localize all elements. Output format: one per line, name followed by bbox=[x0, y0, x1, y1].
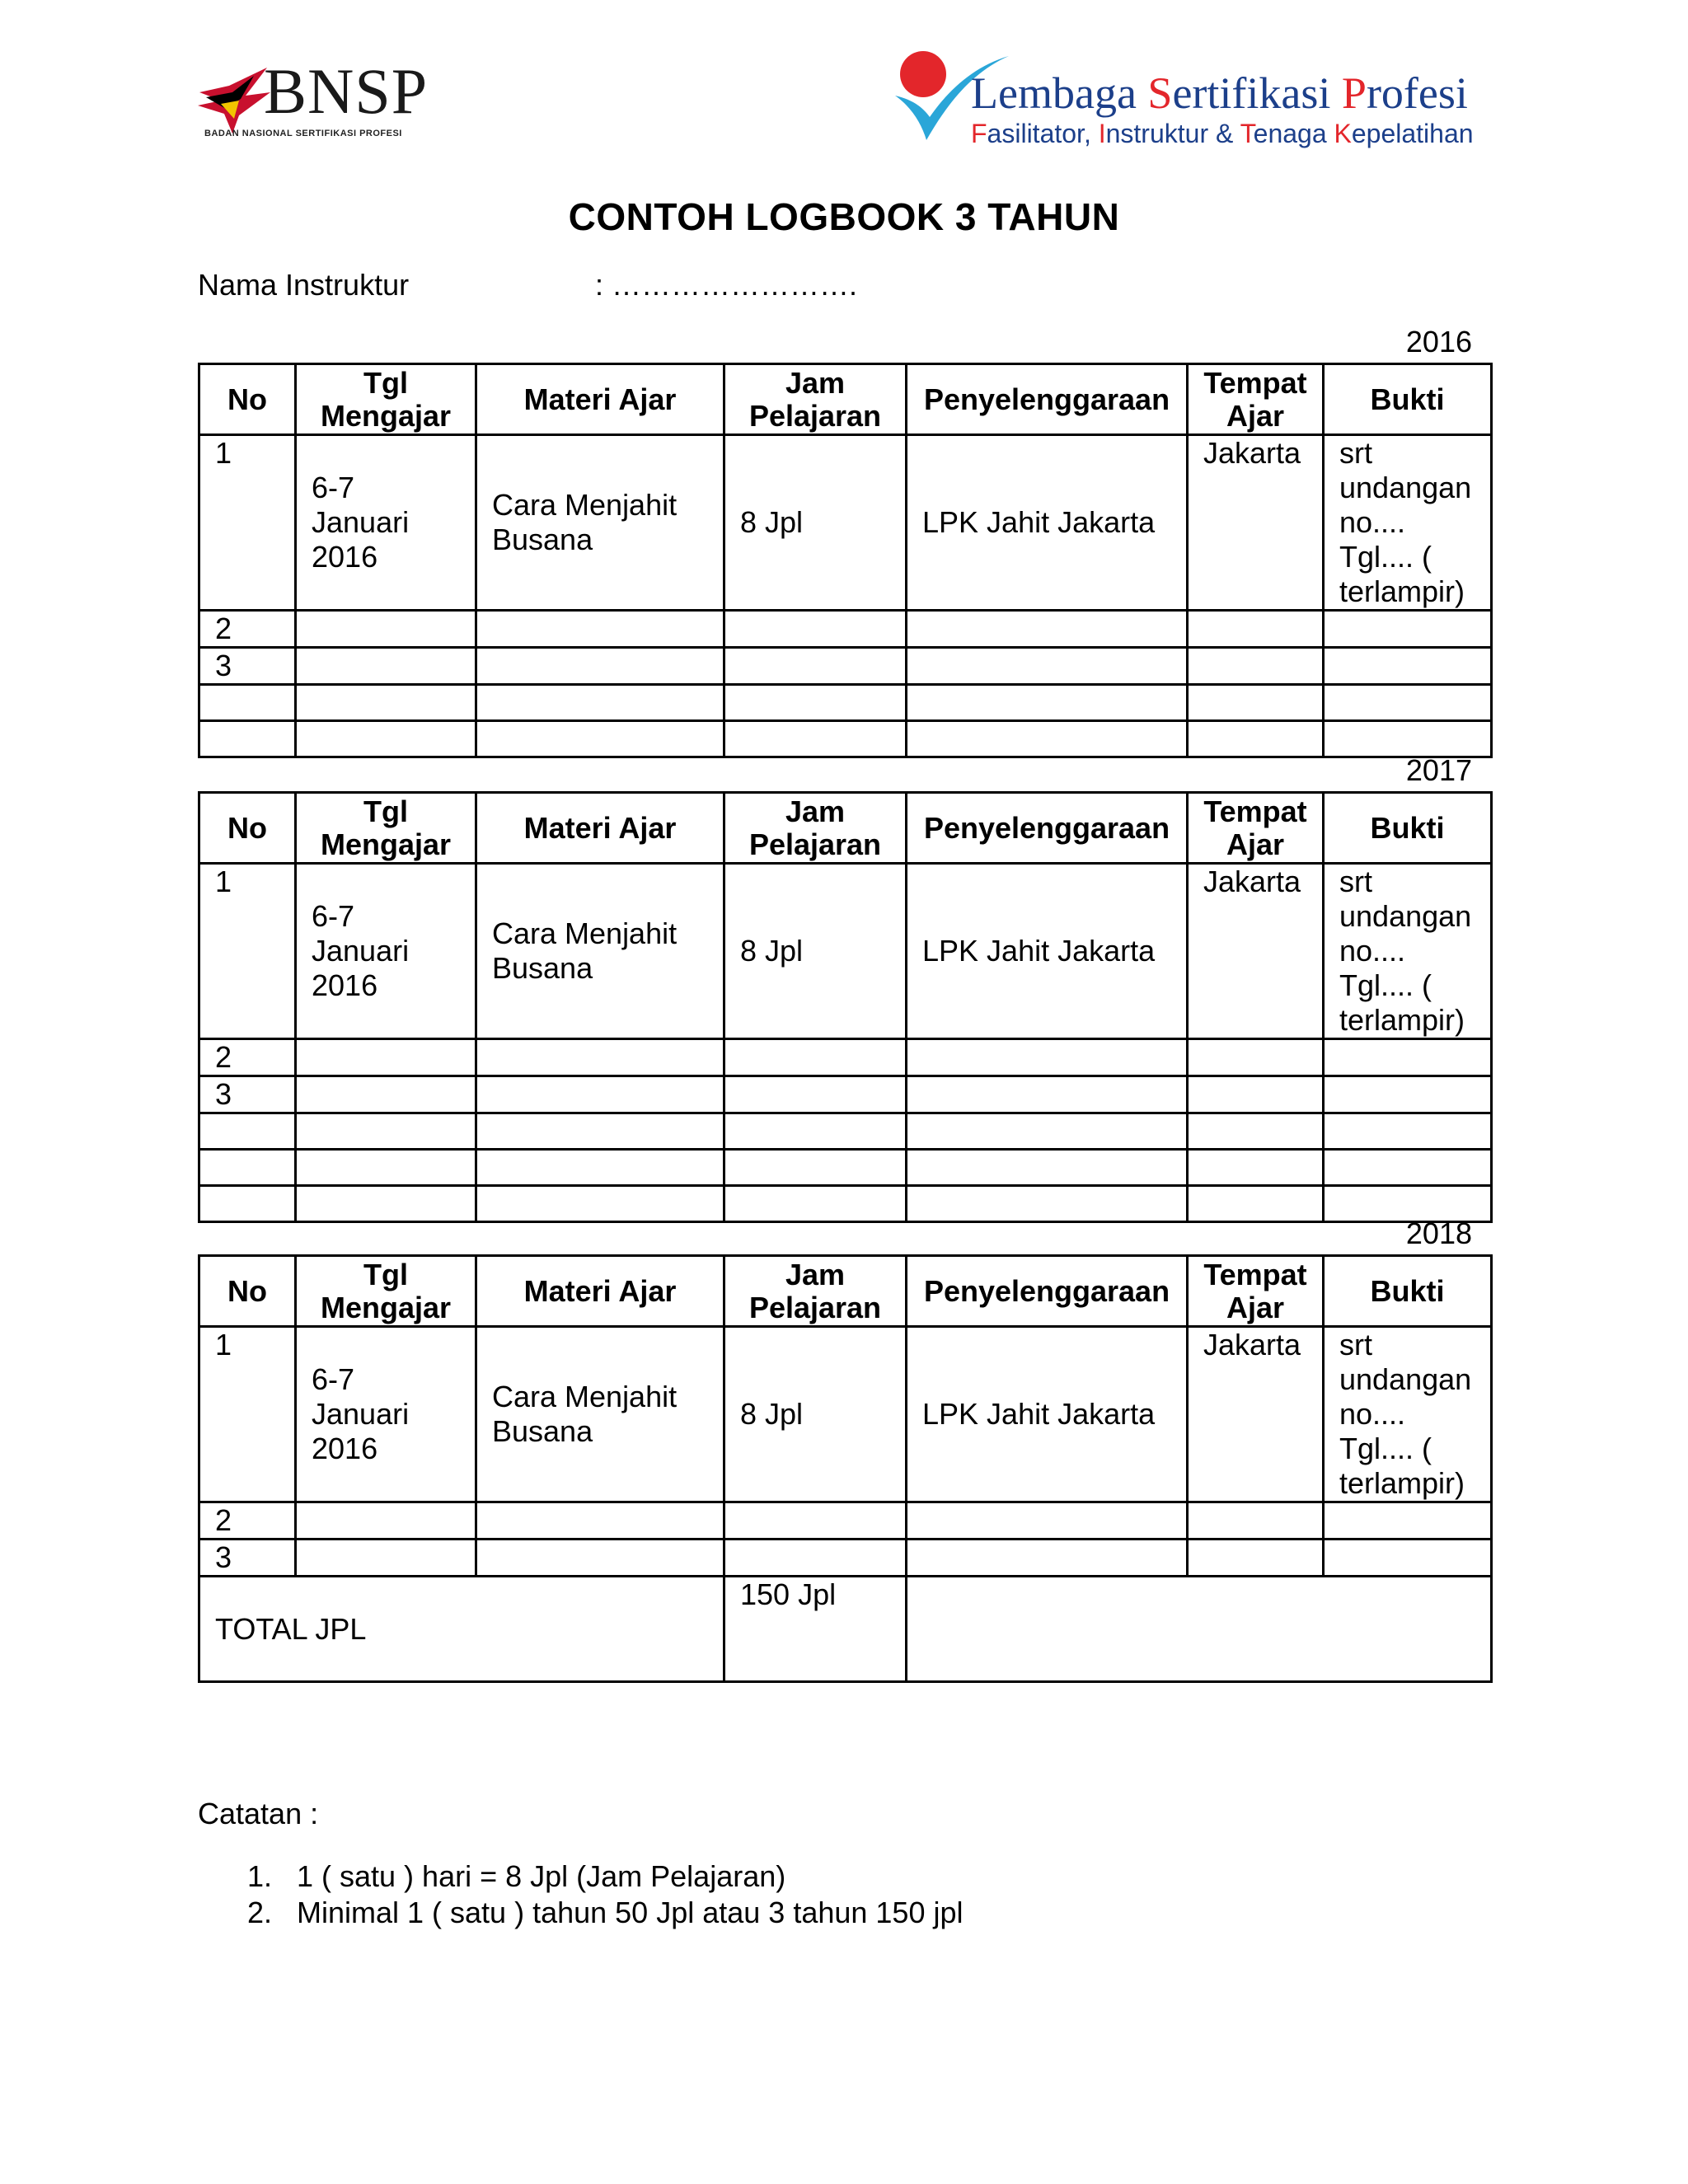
col-header-materi: Materi Ajar bbox=[476, 793, 724, 864]
col-header-tgl: Tgl Mengajar bbox=[296, 793, 476, 864]
lsp-subtitle: Fasilitator, Instruktur & Tenaga Kepelatihan bbox=[971, 119, 1474, 148]
notes-label: Catatan : bbox=[198, 1797, 319, 1830]
page-title: CONTOH LOGBOOK 3 TAHUN bbox=[568, 195, 1120, 238]
table-row bbox=[199, 1076, 1492, 1113]
col-header-no: No bbox=[199, 364, 296, 435]
cell-bukti: srt undangan no.... Tgl.... ( terlampir) bbox=[1324, 435, 1492, 611]
cell-no bbox=[199, 1186, 296, 1222]
total-label: TOTAL JPL bbox=[199, 1577, 724, 1682]
col-header-jam: Jam Pelajaran bbox=[724, 364, 907, 435]
total-value: 150 Jpl bbox=[724, 1577, 907, 1682]
list-item: 2. Minimal 1 ( satu ) tahun 50 Jpl atau 3 tahun 150 jpl bbox=[247, 1896, 964, 1929]
col-header-no: No bbox=[199, 1256, 296, 1327]
year-label-2018: 2018 bbox=[1405, 1216, 1472, 1250]
col-header-materi: Materi Ajar bbox=[476, 1256, 724, 1327]
col-header-no: No bbox=[199, 793, 296, 864]
instructor-label: Nama Instruktur bbox=[198, 268, 410, 302]
table-row bbox=[199, 1540, 1492, 1577]
lsp-logo bbox=[889, 48, 1474, 155]
table-header-row bbox=[199, 1256, 1492, 1327]
cell-tgl: 6-7 Januari 2016 bbox=[296, 864, 476, 1039]
cell-bukti: srt undangan no.... Tgl.... ( terlampir) bbox=[1324, 1327, 1492, 1502]
table-header-row bbox=[199, 364, 1492, 435]
logbook-table-2018 bbox=[198, 1254, 1493, 1683]
col-header-jam: Jam Pelajaran bbox=[724, 793, 907, 864]
cell-tempat: Jakarta bbox=[1188, 435, 1324, 611]
table-row bbox=[199, 685, 1492, 721]
col-header-tgl: Tgl Mengajar bbox=[296, 364, 476, 435]
table-row bbox=[199, 1327, 1492, 1502]
col-header-penyelenggaraan: Penyelenggaraan bbox=[907, 364, 1188, 435]
cell-no bbox=[199, 1113, 296, 1150]
table-row bbox=[199, 721, 1492, 757]
cell-no: 3 bbox=[199, 1076, 296, 1113]
table-row bbox=[199, 1150, 1492, 1186]
col-header-penyelenggaraan: Penyelenggaraan bbox=[907, 793, 1188, 864]
cell-jam: 8 Jpl bbox=[724, 1327, 907, 1502]
lsp-title: Lembaga Sertifikasi Profesi bbox=[971, 68, 1468, 118]
bnsp-wordmark: BNSP bbox=[264, 55, 429, 127]
cell-tempat: Jakarta bbox=[1188, 1327, 1324, 1502]
cell-no: 1 bbox=[199, 435, 296, 611]
cell-no: 1 bbox=[199, 1327, 296, 1502]
col-header-materi: Materi Ajar bbox=[476, 364, 724, 435]
notes-list bbox=[247, 1858, 964, 1931]
table-row bbox=[199, 1039, 1492, 1076]
col-header-tempat: Tempat Ajar bbox=[1188, 364, 1324, 435]
col-header-penyelenggaraan: Penyelenggaraan bbox=[907, 1256, 1188, 1327]
list-item: 1. 1 ( satu ) hari = 8 Jpl (Jam Pelajaran) bbox=[247, 1859, 786, 1893]
bnsp-logo bbox=[196, 55, 460, 147]
col-header-jam: Jam Pelajaran bbox=[724, 1256, 907, 1327]
col-header-tempat: Tempat Ajar bbox=[1188, 793, 1324, 864]
cell-jam: 8 Jpl bbox=[724, 864, 907, 1039]
col-header-tgl: Tgl Mengajar bbox=[296, 1256, 476, 1327]
cell-no bbox=[199, 685, 296, 721]
cell-no: 2 bbox=[199, 611, 296, 648]
table-row bbox=[199, 611, 1492, 648]
cell-no: 2 bbox=[199, 1039, 296, 1076]
col-header-bukti: Bukti bbox=[1324, 364, 1492, 435]
table-row bbox=[199, 435, 1492, 611]
col-header-bukti: Bukti bbox=[1324, 793, 1492, 864]
year-label-2017: 2017 bbox=[1405, 753, 1472, 787]
cell-materi: Cara Menjahit Busana bbox=[476, 435, 724, 611]
cell-no: 1 bbox=[199, 864, 296, 1039]
cell-penyelenggaraan: LPK Jahit Jakarta bbox=[907, 864, 1188, 1039]
table-header-row bbox=[199, 793, 1492, 864]
cell-materi: Cara Menjahit Busana bbox=[476, 864, 724, 1039]
cell-penyelenggaraan: LPK Jahit Jakarta bbox=[907, 435, 1188, 611]
table-row bbox=[199, 1113, 1492, 1150]
col-header-tempat: Tempat Ajar bbox=[1188, 1256, 1324, 1327]
year-label-2016: 2016 bbox=[1405, 325, 1472, 359]
cell-tempat: Jakarta bbox=[1188, 864, 1324, 1039]
cell-no: 2 bbox=[199, 1502, 296, 1540]
table-row bbox=[199, 648, 1492, 685]
instructor-value: : ……………………. bbox=[595, 268, 858, 302]
col-header-bukti: Bukti bbox=[1324, 1256, 1492, 1327]
cell-no bbox=[199, 1150, 296, 1186]
cell-no bbox=[199, 721, 296, 757]
cell-no: 3 bbox=[199, 648, 296, 685]
cell-no: 3 bbox=[199, 1540, 296, 1577]
cell-jam: 8 Jpl bbox=[724, 435, 907, 611]
logbook-table-2017 bbox=[198, 791, 1493, 1223]
cell-tgl: 6-7 Januari 2016 bbox=[296, 435, 476, 611]
cell-tgl: 6-7 Januari 2016 bbox=[296, 1327, 476, 1502]
table-row bbox=[199, 864, 1492, 1039]
garuda-emblem-icon bbox=[196, 68, 272, 134]
table-row bbox=[199, 1186, 1492, 1222]
cell-bukti: srt undangan no.... Tgl.... ( terlampir) bbox=[1324, 864, 1492, 1039]
cell-penyelenggaraan: LPK Jahit Jakarta bbox=[907, 1327, 1188, 1502]
total-row bbox=[199, 1577, 1492, 1682]
table-row bbox=[199, 1502, 1492, 1540]
bnsp-subtitle: BADAN NASIONAL SERTIFIKASI PROFESI bbox=[204, 129, 402, 138]
cell-materi: Cara Menjahit Busana bbox=[476, 1327, 724, 1502]
logbook-table-2016 bbox=[198, 363, 1493, 758]
